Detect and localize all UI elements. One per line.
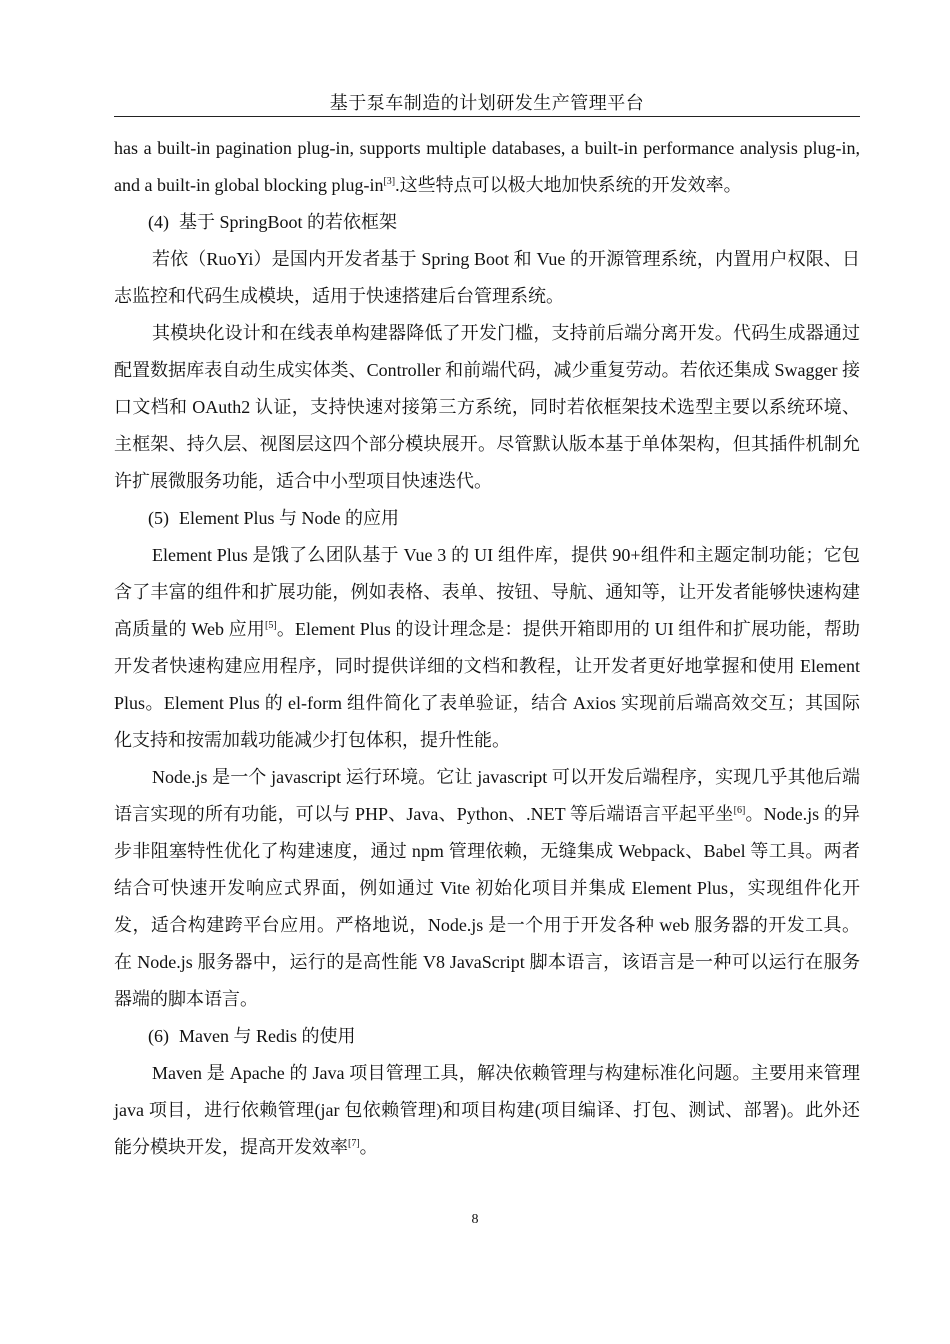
heading-text: Element Plus 与 Node 的应用 — [179, 508, 399, 528]
citation-ref: [5] — [265, 620, 277, 631]
heading-text: Maven 与 Redis 的使用 — [179, 1026, 356, 1046]
paragraph-text: .这些特点可以极大地加快系统的开发效率。 — [395, 175, 742, 195]
section-heading-5 — [114, 500, 860, 537]
citation-ref: [3] — [383, 176, 396, 187]
paragraph: 若依（RuoYi）是国内开发者基于 Spring Boot 和 Vue 的开源管理系统，内置用户权限、日志监控和代码生成模块，适用于快速搭建后台管理系统。 — [114, 249, 860, 306]
paragraph-text: has a built-in pagination plug-in, supports multiple databases, a built-in performance analysis plug-in, and a built-in global blocking plug-in — [114, 138, 860, 195]
citation-ref: [6] — [733, 805, 746, 816]
heading-text: 基于 SpringBoot 的若依框架 — [179, 212, 398, 232]
page-number: 8 — [471, 1212, 479, 1227]
paragraph-continued — [114, 130, 860, 204]
header-rule — [114, 116, 860, 117]
heading-number: (4) — [148, 212, 169, 232]
section-heading-6 — [114, 1018, 860, 1055]
paragraph-text: Element Plus 是饿了么团队基于 Vue 3 的 UI 组件库，提供 90+组件和主题定制功能；它包含了丰富的组件和扩展功能，例如表格、表单、按钮、导航、通知等，让开发者能够快速构建高质量的 Web 应用 — [114, 545, 860, 639]
paragraph — [114, 759, 860, 1018]
paragraph-text: Maven 是 Apache 的 Java 项目管理工具，解决依赖管理与构建标准化问题。主要用来管理 java 项目，进行依赖管理(jar 包依赖管理)和项目构建(项目编译、打包、测试、部署)。此外还能分模块开发，提高开发效率 — [114, 1063, 860, 1157]
heading-number: (5) — [148, 508, 169, 528]
paragraph-text: 。Element Plus 的设计理念是：提供开箱即用的 UI 组件和扩展功能，帮助开发者快速构建应用程序，同时提供详细的文档和教程，让开发者更好地掌握和使用 Element Plus。Element Plus 的 el-form 组件简化了表单验证，结合 Axios 实现前后端高效交互；其国际化支持和按需加载功能减少打包体积，提升性能。 — [114, 619, 860, 750]
body-text — [114, 130, 860, 1166]
paragraph — [114, 1055, 860, 1166]
citation-ref: [7] — [348, 1138, 360, 1149]
paragraph-text: 。Node.js 的异步非阻塞特性优化了构建速度，通过 npm 管理依赖，无缝集成 Webpack、Babel 等工具。两者结合可快速开发响应式界面，例如通过 Vite 初始化项目并集成 Element Plus，实现组件化开发，适合构建跨平台应用。严格地说，Node.js 是一个用于开发各种 web 服务器的开发工具。在 Node.js 服务器中，运行的是高性能 V8 JavaScript 脚本语言，该语言是一种可以运行在服务器端的脚本语言。 — [114, 804, 860, 1009]
running-header: 基于泵车制造的计划研发生产管理平台 — [329, 93, 645, 113]
section-heading-4 — [114, 204, 860, 241]
heading-number: (6) — [148, 1026, 169, 1046]
paragraph — [114, 537, 860, 759]
paragraph: 其模块化设计和在线表单构建器降低了开发门槛，支持前后端分离开发。代码生成器通过配置数据库表自动生成实体类、Controller 和前端代码，减少重复劳动。若依还集成 Swagger 接口文档和 OAuth2 认证，支持快速对接第三方系统，同时若依框架技术选型主要以系统环境、主框架、持久层、视图层这四个部分模块展开。尽管默认版本基于单体架构，但其插件机制允许扩展微服务功能，适合中小型项目快速迭代。 — [114, 323, 860, 491]
paragraph-text: Node.js 是一个 javascript 运行环境。它让 javascript 可以开发后端程序，实现几乎其他后端语言实现的所有功能，可以与 PHP、Java、Python、.NET 等后端语言平起平坐 — [114, 767, 860, 824]
paragraph-text: 。 — [359, 1137, 378, 1157]
